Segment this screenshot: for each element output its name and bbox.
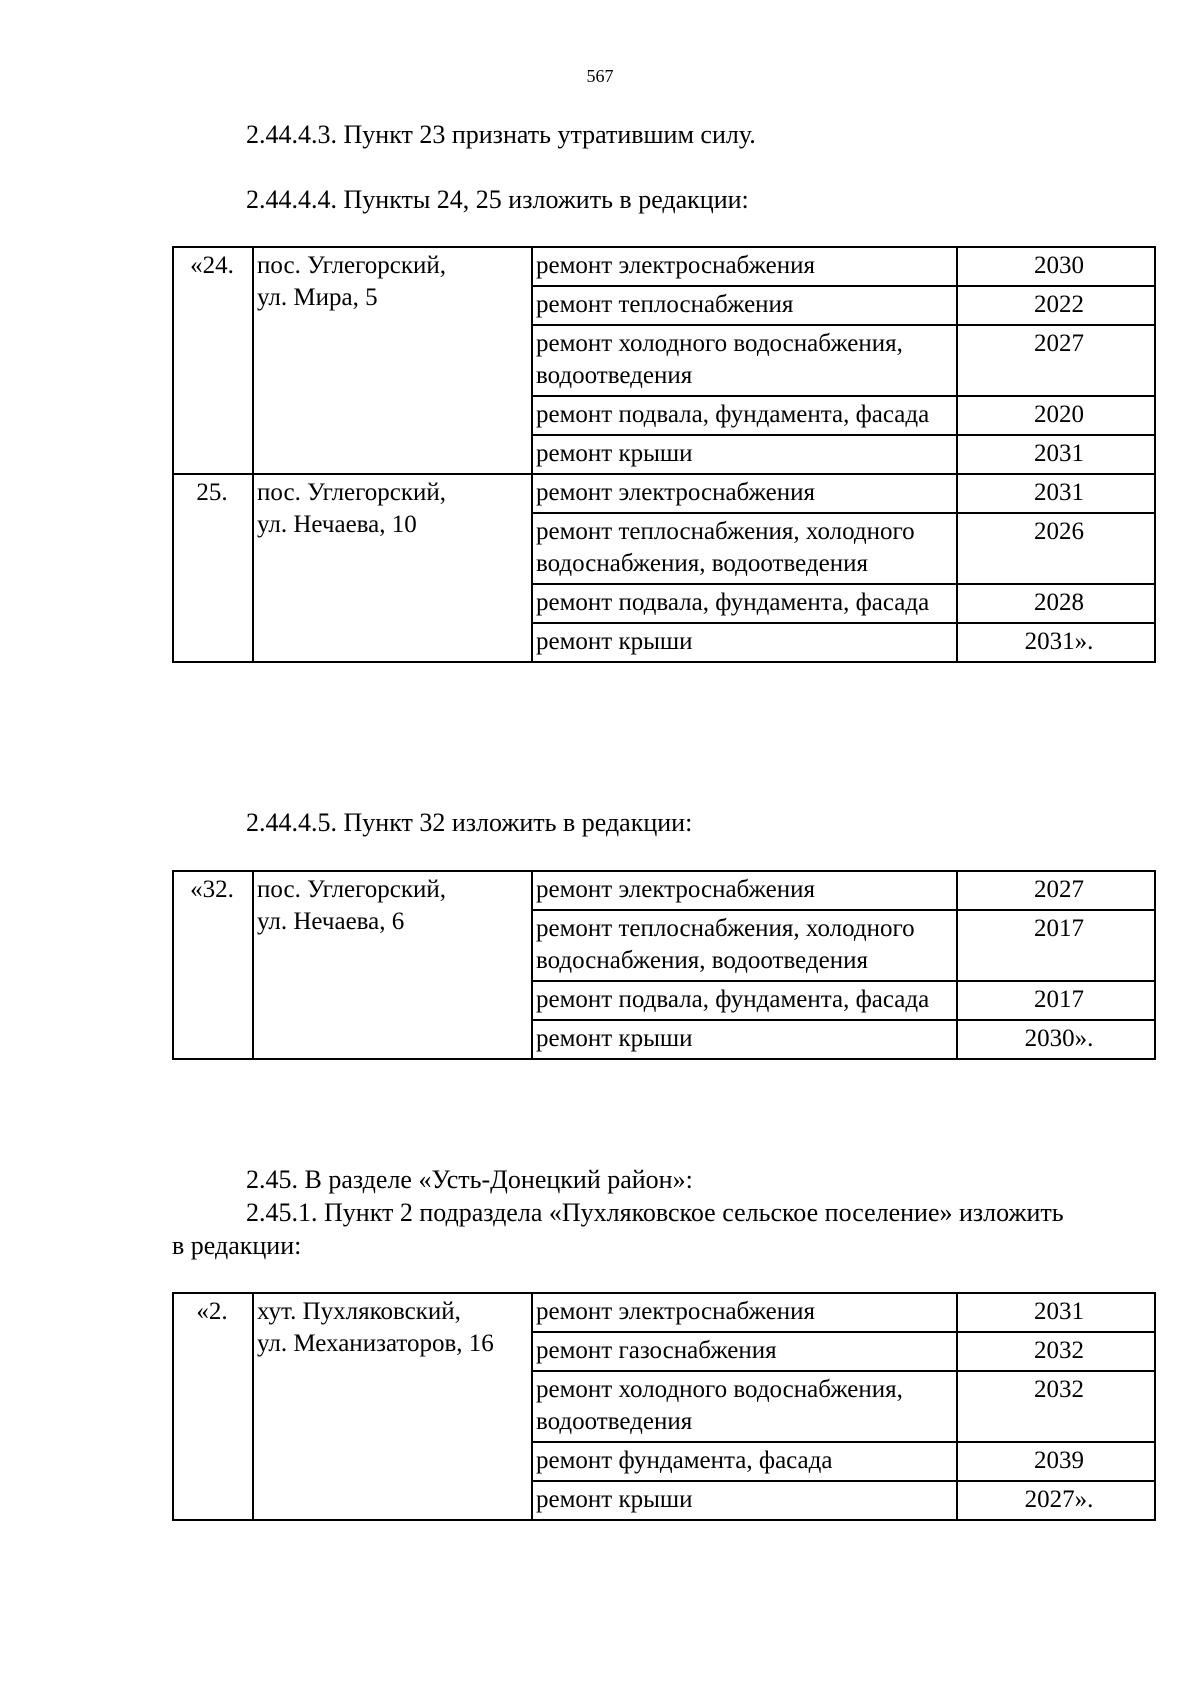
year-cell: 2027 — [957, 325, 1155, 396]
work-type-cell: ремонт крыши — [532, 623, 957, 662]
work-type-cell: ремонт электроснабжения — [532, 1293, 957, 1332]
work-type-cell: ремонт подвала, фундамента, фасада — [532, 396, 957, 435]
item-number: «24. — [173, 247, 253, 474]
year-cell: 2031 — [957, 435, 1155, 474]
year-cell: 2017 — [957, 981, 1155, 1020]
year-cell: 2026 — [957, 513, 1155, 584]
paragraph-2-44-4-3: 2.44.4.3. Пункт 23 признать утратившим силу. — [246, 120, 756, 149]
repair-table-items-24-25 — [172, 246, 1156, 663]
year-cell: 2039 — [957, 1442, 1155, 1481]
address-cell — [253, 871, 532, 1059]
paragraph-2-45: 2.45. В разделе «Усть-Донецкий район»: — [246, 1165, 693, 1194]
work-type-cell: ремонт фундамента, фасада — [532, 1442, 957, 1481]
repair-table-item-32 — [172, 870, 1156, 1060]
item-number: «32. — [173, 871, 253, 1059]
work-type-cell: ремонт холодного водоснабжения, водоотведения — [532, 325, 957, 396]
table-row — [173, 474, 1155, 513]
work-type-cell: ремонт подвала, фундамента, фасада — [532, 981, 957, 1020]
table-row — [173, 1293, 1155, 1332]
work-type-cell: ремонт холодного водоснабжения, водоотведения — [532, 1371, 957, 1442]
paragraph-2-44-4-4: 2.44.4.4. Пункты 24, 25 изложить в редакции: — [246, 185, 749, 214]
work-type-cell: ремонт электроснабжения — [532, 247, 957, 286]
year-cell: 2032 — [957, 1371, 1155, 1442]
year-cell: 2030». — [957, 1020, 1155, 1059]
year-cell: 2032 — [957, 1332, 1155, 1371]
work-type-cell: ремонт электроснабжения — [532, 871, 957, 910]
table-row — [173, 871, 1155, 910]
item-number: 25. — [173, 474, 253, 662]
address-line: ул. Нечаева, 6 — [257, 908, 405, 935]
year-cell: 2027». — [957, 1481, 1155, 1520]
year-cell: 2017 — [957, 910, 1155, 981]
address-line: хут. Пухляковский, — [257, 1298, 461, 1325]
work-type-cell: ремонт теплоснабжения — [532, 286, 957, 325]
year-cell: 2030 — [957, 247, 1155, 286]
work-type-cell: ремонт крыши — [532, 435, 957, 474]
paragraph-2-44-4-5: 2.44.4.5. Пункт 32 изложить в редакции: — [246, 808, 693, 837]
address-line: ул. Нечаева, 10 — [257, 511, 417, 538]
year-cell: 2031». — [957, 623, 1155, 662]
year-cell: 2027 — [957, 871, 1155, 910]
address-line: пос. Углегорский, — [257, 479, 447, 506]
address-cell — [253, 247, 532, 474]
address-line: ул. Механизаторов, 16 — [257, 1330, 494, 1357]
page-number: 567 — [586, 66, 614, 86]
work-type-cell: ремонт крыши — [532, 1481, 957, 1520]
work-type-cell: ремонт газоснабжения — [532, 1332, 957, 1371]
repair-table-item-2 — [172, 1292, 1156, 1521]
address-cell — [253, 474, 532, 662]
work-type-cell: ремонт крыши — [532, 1020, 957, 1059]
year-cell: 2022 — [957, 286, 1155, 325]
year-cell: 2031 — [957, 1293, 1155, 1332]
work-type-cell: ремонт теплоснабжения, холодного водоснабжения, водоотведения — [532, 910, 957, 981]
year-cell: 2020 — [957, 396, 1155, 435]
work-type-cell: ремонт электроснабжения — [532, 474, 957, 513]
work-type-cell: ремонт теплоснабжения, холодного водоснабжения, водоотведения — [532, 513, 957, 584]
paragraph-2-45-1-line1: 2.45.1. Пункт 2 подраздела «Пухляковское сельское поселение» изложить — [246, 1198, 1064, 1227]
year-cell: 2028 — [957, 584, 1155, 623]
item-number: «2. — [173, 1293, 253, 1520]
paragraph-2-45-1-line2: в редакции: — [172, 1231, 302, 1260]
address-line: пос. Углегорский, — [257, 252, 447, 279]
year-cell: 2031 — [957, 474, 1155, 513]
address-line: пос. Углегорский, — [257, 876, 447, 903]
address-line: ул. Мира, 5 — [257, 284, 378, 311]
address-cell — [253, 1293, 532, 1520]
table-row — [173, 247, 1155, 286]
work-type-cell: ремонт подвала, фундамента, фасада — [532, 584, 957, 623]
